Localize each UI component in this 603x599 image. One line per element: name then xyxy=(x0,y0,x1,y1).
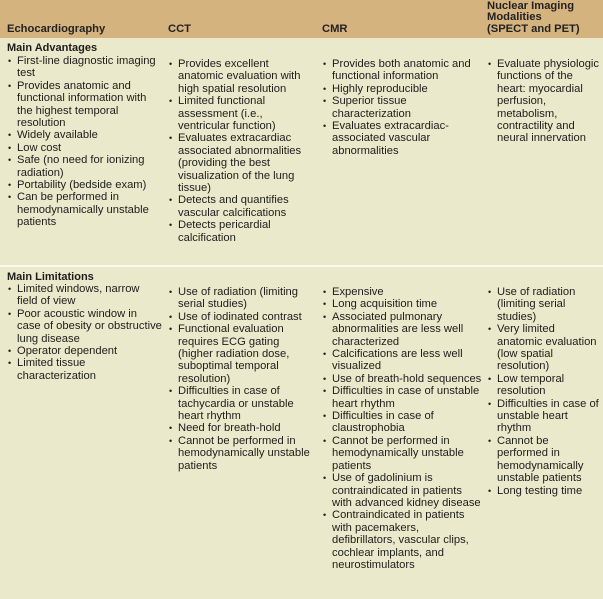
list-item: • Very limited anatomic evaluation (low spatial resolution) xyxy=(487,323,602,373)
list-item: • Use of breath-hold sequences xyxy=(322,373,482,385)
section-title-advantages: Main Advantages xyxy=(7,42,98,54)
header-nuclear-line-2: Modalities xyxy=(487,11,542,23)
list-item: • Portability (bedside exam) xyxy=(7,179,157,191)
list-item: • Provides anatomic and functional information with the highest temporal resolution xyxy=(7,80,157,130)
list-item: • Long acquisition time xyxy=(322,298,482,310)
list-item: • Functional evaluation requires ECG gating (higher radiation dose, suboptimal temporal resolution) xyxy=(168,323,313,385)
section-title-limitations: Main Limitations xyxy=(7,271,94,283)
list-item: • Evaluates extracardiac associated abnormalities (providing the best visualization of the lung tissue) xyxy=(168,132,313,194)
header-nuclear xyxy=(487,1,580,36)
list-item: • Difficulties in case of claustrophobia xyxy=(322,410,482,435)
list-item: • Expensive xyxy=(322,286,482,298)
list-item: • Difficulties in case of unstable heart rhythm xyxy=(322,385,482,410)
list-item: • Superior tissue characterization xyxy=(322,95,482,120)
header-cct: CCT xyxy=(168,22,191,35)
list-item: • Use of iodinated contrast xyxy=(168,311,313,323)
list-item: • Use of radiation (limiting serial studies) xyxy=(168,286,313,311)
table-header xyxy=(0,0,603,38)
advantages-cmr-list xyxy=(322,58,482,157)
list-item: • Operator dependent xyxy=(7,345,162,357)
list-item: • Associated pulmonary abnormalities are less well characterized xyxy=(322,311,482,348)
list-item: • Cannot be performed in hemodynamically unstable patients xyxy=(322,435,482,472)
list-item: • Limited tissue characterization xyxy=(7,357,162,382)
advantages-echo-list xyxy=(7,55,157,229)
list-item: • Limited functional assessment (i.e., ventricular function) xyxy=(168,95,313,132)
limitations-echo-list xyxy=(7,283,162,382)
list-item: • Use of radiation (limiting serial studies) xyxy=(487,286,602,323)
list-item: • Cannot be performed in hemodynamically unstable patients xyxy=(487,435,602,485)
list-item: • First-line diagnostic imaging test xyxy=(7,55,157,80)
list-item: • Can be performed in hemodynamically unstable patients xyxy=(7,191,157,228)
list-item: • Use of gadolinium is contraindicated in patients with advanced kidney disease xyxy=(322,472,482,509)
header-cmr: CMR xyxy=(322,22,348,35)
limitations-cmr-list xyxy=(322,286,482,571)
section-divider xyxy=(0,265,603,267)
list-item: • Widely available xyxy=(7,129,157,141)
list-item: • Poor acoustic window in case of obesity or obstructive lung disease xyxy=(7,308,162,345)
list-item: • Calcifications are less well visualized xyxy=(322,348,482,373)
list-item: • Highly reproducible xyxy=(322,83,482,95)
list-item: • Low temporal resolution xyxy=(487,373,602,398)
list-item: • Long testing time xyxy=(487,485,602,497)
list-item: • Detects pericardial calcification xyxy=(168,219,313,244)
list-item: • Difficulties in case of unstable heart rhythm xyxy=(487,398,602,435)
list-item: • Evaluate physiologic functions of the heart: myocardial perfusion, metabolism, contractility and neural innervation xyxy=(487,58,602,145)
list-item: • Detects and quantifies vascular calcifications xyxy=(168,194,313,219)
list-item: • Safe (no need for ionizing radiation) xyxy=(7,154,157,179)
limitations-cct-list xyxy=(168,286,313,472)
list-item: • Need for breath-hold xyxy=(168,422,313,434)
list-item: • Evaluates extracardiac-associated vascular abnormalities xyxy=(322,120,482,157)
header-nuclear-line-3: (SPECT and PET) xyxy=(487,22,580,35)
list-item: • Limited windows, narrow field of view xyxy=(7,283,162,308)
header-echocardiography: Echocardiography xyxy=(7,22,106,35)
list-item: • Provides both anatomic and functional information xyxy=(322,58,482,83)
list-item: • Provides excellent anatomic evaluation with high spatial resolution xyxy=(168,58,313,95)
header-nuclear-line-1: Nuclear Imaging xyxy=(487,0,575,12)
list-item: • Difficulties in case of tachycardia or unstable heart rhythm xyxy=(168,385,313,422)
advantages-nuclear-list xyxy=(487,58,602,145)
list-item: • Contraindicated in patients with pacemakers, defibrillators, vascular clips, cochlear implants, and neurostimulators xyxy=(322,509,482,571)
list-item: • Low cost xyxy=(7,142,157,154)
limitations-nuclear-list xyxy=(487,286,602,497)
advantages-cct-list xyxy=(168,58,313,244)
list-item: • Cannot be performed in hemodynamically unstable patients xyxy=(168,435,313,472)
